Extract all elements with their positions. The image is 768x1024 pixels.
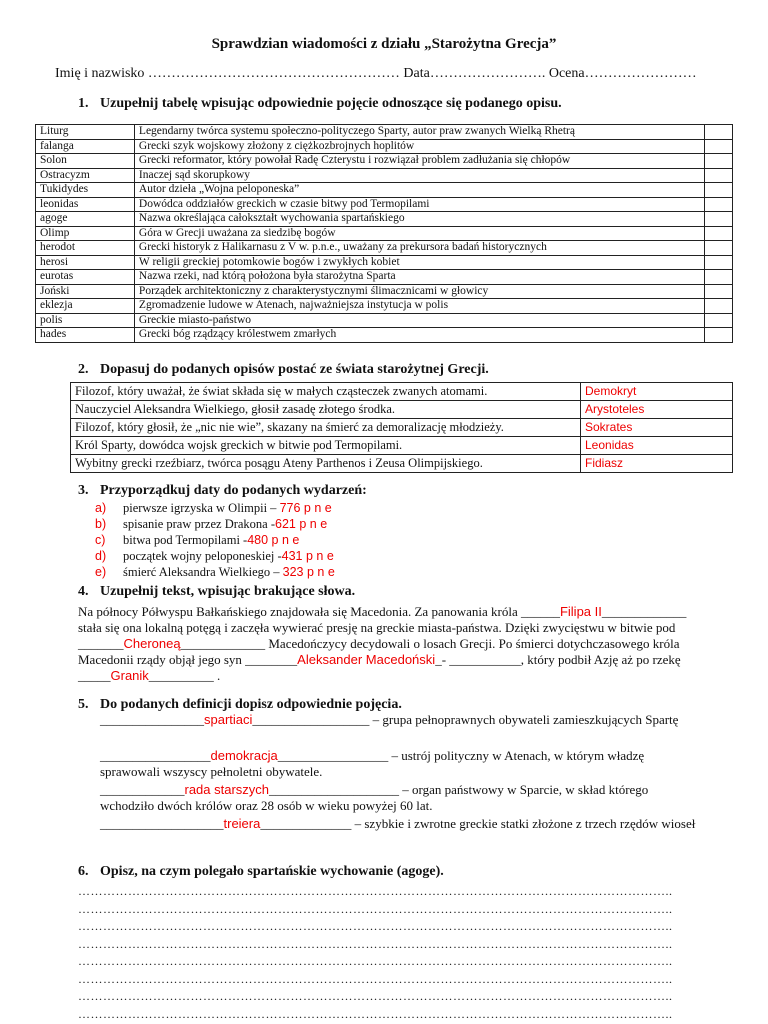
- blank-before: ___________________: [100, 816, 224, 831]
- blank-before: ________________: [100, 712, 204, 727]
- definition-item: [100, 712, 705, 728]
- empty-cell: [705, 125, 733, 140]
- term-cell[interactable]: leonidas: [36, 197, 135, 212]
- description-cell: Grecki bóg rządzący królestwem zmarłych: [134, 328, 704, 343]
- name-field[interactable]: ………………………………………………: [147, 66, 400, 81]
- description-cell: Grecki historyk z Halikarnasu z V w. p.n.e., uważany za prekursora badań historycznych: [134, 241, 704, 256]
- task5-heading: 5. Do podanych definicji dopisz odpowiednie pojęcia.: [78, 697, 402, 712]
- date-answer[interactable]: 480 p n e: [247, 533, 300, 547]
- person-description-cell: Filozof, który uważał, że świat składa się w małych cząsteczek zwanych atomami.: [71, 383, 581, 401]
- definition-item: [100, 748, 705, 780]
- date-label: Data: [403, 66, 430, 81]
- task1-row: [36, 154, 733, 169]
- event-text: pierwsze igrzyska w Olimpii –: [123, 501, 280, 515]
- term-cell[interactable]: hades: [36, 328, 135, 343]
- task1-heading: 1. Uzupełnij tabelę wpisując odpowiednie pojęcie odnoszące się podanego opisu.: [78, 96, 562, 111]
- grade-label: Ocena: [548, 66, 585, 81]
- empty-cell: [705, 212, 733, 227]
- term-cell[interactable]: herodot: [36, 241, 135, 256]
- task1-row: [36, 241, 733, 256]
- description-cell: Grecki szyk wojskowy złożony z ciężkozbrojnych hoplitów: [134, 139, 704, 154]
- task2-heading: 2. Dopasuj do podanych opisów postać ze świata starożytnej Grecji.: [78, 362, 489, 377]
- task1-row: [36, 270, 733, 285]
- date-answer[interactable]: 431 p n e: [281, 549, 334, 563]
- term-cell[interactable]: eurotas: [36, 270, 135, 285]
- term-cell[interactable]: herosi: [36, 255, 135, 270]
- item-letter: c): [95, 533, 106, 547]
- definition-text: – organ państwowy w Sparcie, w skład którego wchodziło dwóch królów oraz 28 osób w wieku powyżej 60 lat.: [100, 782, 649, 813]
- term-cell[interactable]: Joński: [36, 284, 135, 299]
- date-item: [95, 564, 335, 580]
- answer-line[interactable]: ……………………………………………………………………………………………………………………………..: [78, 989, 673, 1003]
- task1-row: [36, 197, 733, 212]
- person-answer-cell[interactable]: Fidiasz: [581, 455, 733, 473]
- empty-cell: [705, 299, 733, 314]
- term-cell[interactable]: Solon: [36, 154, 135, 169]
- date-item: [95, 516, 335, 532]
- definition-text: – ustrój polityczny w Atenach, w którym władzę sprawowali wszyscy pełnoletni obywatele.: [100, 748, 645, 779]
- empty-cell: [705, 284, 733, 299]
- task6-heading: 6. Opisz, na czym polegało spartańskie wychowanie (agoge).: [78, 864, 444, 879]
- task1-row: [36, 284, 733, 299]
- empty-cell: [705, 183, 733, 198]
- definition-answer[interactable]: demokracja: [210, 748, 278, 763]
- description-cell: Dowódca oddziałów greckich w czasie bitwy pod Termopilami: [134, 197, 704, 212]
- answer-aleksander[interactable]: Aleksander Macedoński: [297, 652, 436, 667]
- empty-cell: [705, 154, 733, 169]
- blank-before: _________________: [100, 748, 211, 763]
- task1-row: [36, 125, 733, 140]
- date-item: [95, 532, 335, 548]
- date-answer[interactable]: 621 p n e: [275, 517, 328, 531]
- definition-answer[interactable]: treiera: [223, 816, 261, 831]
- empty-cell: [705, 328, 733, 343]
- name-label: Imię i nazwisko: [55, 66, 145, 81]
- term-cell[interactable]: eklezja: [36, 299, 135, 314]
- date-answer[interactable]: 323 p n e: [282, 565, 335, 579]
- event-text: spisanie praw przez Drakona -: [123, 517, 276, 531]
- task3-date-list: [95, 500, 335, 580]
- person-description-cell: Nauczyciel Aleksandra Wielkiego, głosił zasadę złotego środka.: [71, 401, 581, 419]
- task1-row: [36, 313, 733, 328]
- task3-heading: 3. Przyporządkuj daty do podanych wydarzeń:: [78, 483, 367, 498]
- task1-table: [35, 124, 733, 343]
- task2-row: [71, 401, 733, 419]
- empty-cell: [705, 168, 733, 183]
- student-info-line: [55, 66, 697, 82]
- definition-item: [100, 816, 705, 832]
- date-answer[interactable]: 776 p n e: [279, 501, 332, 515]
- definition-text: – szybkie i zwrotne greckie statki złożone z trzech rzędów wioseł: [351, 816, 696, 831]
- answer-filipa[interactable]: Filipa II: [559, 604, 602, 619]
- event-text: bitwa pod Termopilami -: [123, 533, 248, 547]
- answer-line[interactable]: ……………………………………………………………………………………………………………………………..: [78, 884, 673, 898]
- answer-line[interactable]: ……………………………………………………………………………………………………………………………..: [78, 901, 673, 916]
- empty-cell: [705, 197, 733, 212]
- empty-cell: [705, 139, 733, 154]
- empty-cell: [705, 313, 733, 328]
- person-description-cell: Wybitny grecki rzeźbiarz, twórca posągu Ateny Parthenos i Zeusa Olimpijskiego.: [71, 455, 581, 473]
- empty-cell: [705, 255, 733, 270]
- definition-item: [100, 782, 705, 814]
- term-cell[interactable]: polis: [36, 313, 135, 328]
- definition-answer[interactable]: spartiaci: [204, 712, 253, 727]
- description-cell: Nazwa określająca całokształt wychowania spartańskiego: [134, 212, 704, 227]
- answer-line[interactable]: ……………………………………………………………………………………………………………………………..: [78, 936, 673, 951]
- task1-row: [36, 226, 733, 241]
- description-cell: Grecki reformator, który powołał Radę Czterystu i rozwiązał problem zadłużania się chłopów: [134, 154, 704, 169]
- task1-row: [36, 168, 733, 183]
- answer-line[interactable]: ……………………………………………………………………………………………………………………………..: [78, 954, 673, 968]
- date-item: [95, 500, 335, 516]
- task1-row: [36, 328, 733, 343]
- date-field[interactable]: …………………….: [429, 66, 546, 81]
- task1-row: [36, 183, 733, 198]
- item-letter: b): [95, 517, 107, 531]
- answer-line[interactable]: ……………………………………………………………………………………………………………………………..: [78, 1006, 673, 1021]
- answer-granik[interactable]: Granik: [110, 668, 149, 683]
- person-answer-cell[interactable]: Leonidas: [581, 437, 733, 455]
- definition-answer[interactable]: rada starszych: [184, 782, 270, 797]
- description-cell: Legendarny twórca systemu społeczno-polityczego Sparty, autor praw zwanych Wielką Rhetrą: [134, 125, 704, 140]
- term-cell[interactable]: falanga: [36, 139, 135, 154]
- task2-row: [71, 437, 733, 455]
- person-description-cell: Filozof, który głosił, że „nic nie wie”, skazany na śmierć za demoralizację młodzieży.: [71, 419, 581, 437]
- person-description-cell: Król Sparty, dowódca wojsk greckich w bitwie pod Termopilami.: [71, 437, 581, 455]
- task1-row: [36, 255, 733, 270]
- empty-cell: [705, 241, 733, 256]
- person-answer-cell[interactable]: Demokryt: [581, 383, 733, 401]
- empty-cell: [705, 270, 733, 285]
- blank-after: ______________: [260, 816, 352, 831]
- answer-line[interactable]: ……………………………………………………………………………………………………………………………..: [78, 971, 673, 986]
- description-cell: Autor dzieła „Wojna peloponeska”: [134, 183, 704, 198]
- description-cell: Porządek architektoniczny z charakterystycznymi ślimacznicami w głowicy: [134, 284, 704, 299]
- task2-table: [70, 382, 733, 473]
- description-cell: W religii greckiej potomkowie bogów i zwykłych kobiet: [134, 255, 704, 270]
- event-text: śmierć Aleksandra Wielkiego –: [123, 565, 283, 579]
- answer-cheronea[interactable]: Cheroneą: [123, 636, 181, 651]
- term-cell[interactable]: agoge: [36, 212, 135, 227]
- page-title: Sprawdzian wiadomości z działu „Starożytna Grecja”: [211, 36, 557, 52]
- task2-row: [71, 455, 733, 473]
- description-cell: Inaczej sąd skorupkowy: [134, 168, 704, 183]
- item-letter: a): [95, 501, 107, 515]
- item-letter: d): [95, 549, 107, 563]
- answer-line[interactable]: ……………………………………………………………………………………………………………………………..: [78, 919, 673, 933]
- item-letter: e): [95, 565, 107, 579]
- task2-row: [71, 419, 733, 437]
- description-cell: Greckie miasto-państwo: [134, 313, 704, 328]
- blank-after: __________________: [252, 712, 370, 727]
- term-cell[interactable]: Olimp: [36, 226, 135, 241]
- term-cell[interactable]: Tukidydes: [36, 183, 135, 198]
- blank-after: ____________________: [269, 782, 400, 797]
- task1-row: [36, 212, 733, 227]
- blank-before: _____________: [100, 782, 185, 797]
- description-cell: Góra w Grecji uważana za siedzibę bogów: [134, 226, 704, 241]
- task1-row: [36, 299, 733, 314]
- task4-heading: 4. Uzupełnij tekst, wpisując brakujące słowa.: [78, 584, 356, 599]
- event-text: początek wojny peloponeskiej -: [123, 549, 282, 563]
- blank-after: _________________: [277, 748, 389, 763]
- person-answer-cell[interactable]: Sokrates: [581, 419, 733, 437]
- term-cell[interactable]: Ostracyzm: [36, 168, 135, 183]
- date-item: [95, 548, 335, 564]
- description-cell: Zgromadzenie ludowe w Atenach, najważniejsza instytucja w polis: [134, 299, 704, 314]
- term-cell[interactable]: Liturg: [36, 125, 135, 140]
- description-cell: Nazwa rzeki, nad którą położona była starożytna Sparta: [134, 270, 704, 285]
- task1-row: [36, 139, 733, 154]
- task2-row: [71, 383, 733, 401]
- definition-text: – grupa pełnoprawnych obywateli zamieszkujących Spartę: [369, 712, 679, 727]
- grade-field[interactable]: ……………………: [584, 66, 697, 81]
- person-answer-cell[interactable]: Arystoteles: [581, 401, 733, 419]
- task4-text: Na północy Półwyspu Bałkańskiego znajdowała się Macedonia. Za panowania króla ______Filipa II_____________ stała się ona lokalną potęgą i zaczęła wywierać presję na greckie miasta-państwa. Dzięki zwycięstwu w bitwie pod _______Cheroneą_____________ Macedończycy decydowali o losach Grecji. Po śmierci dotychczasowego króla Macedonii rządy objął jego syn ________Aleksander Macedoński_- ___________, który podbił Azję aż po rzekę _____Granik__________ .: [78, 604, 687, 683]
- task5-definitions: [100, 712, 705, 832]
- empty-cell: [705, 226, 733, 241]
